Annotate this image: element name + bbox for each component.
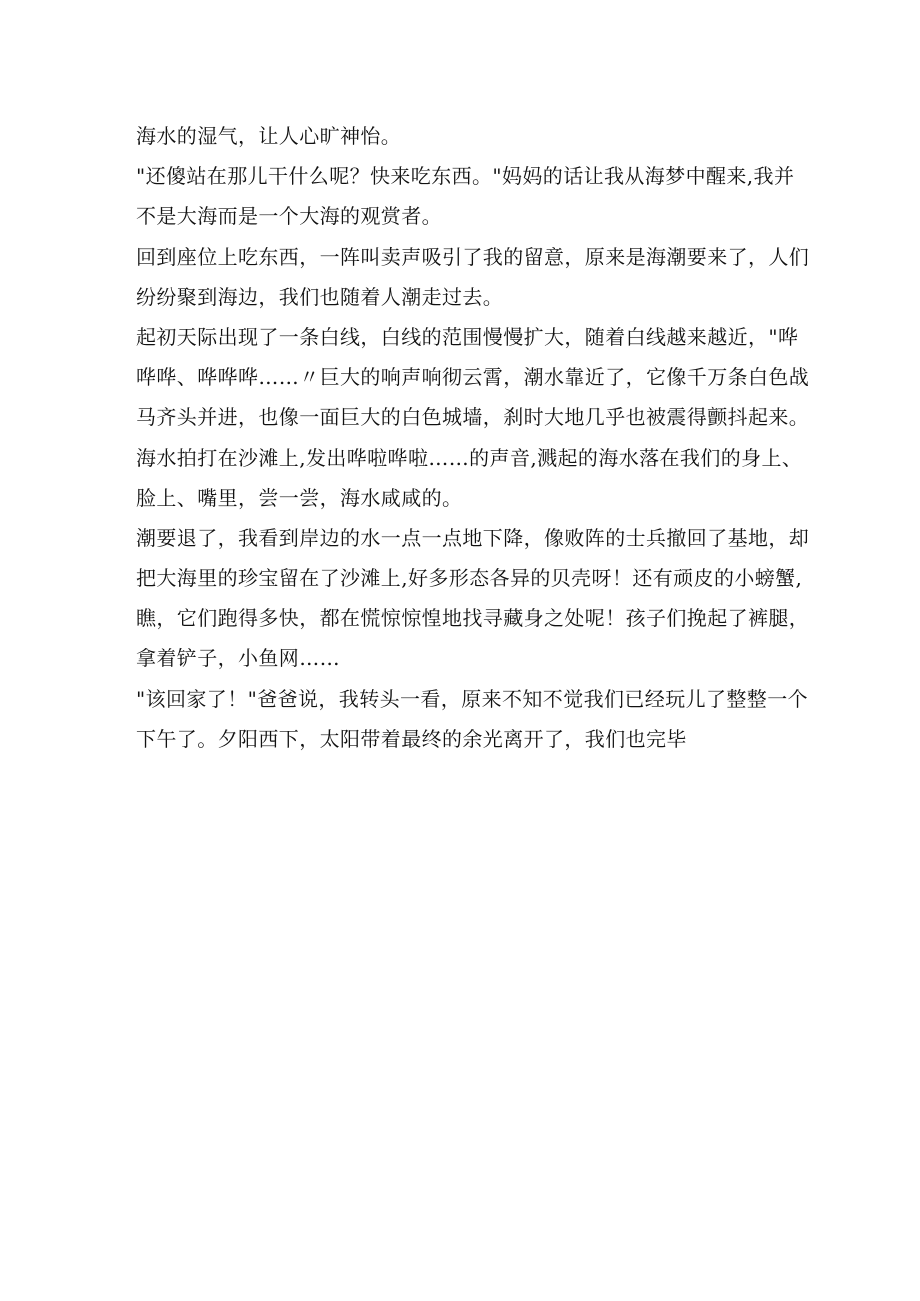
text-line: 脸上、嘴里，尝一尝，海水咸咸的。 xyxy=(136,485,463,510)
text-line: 纷纷聚到海边，我们也随着人潮走过去。 xyxy=(136,284,504,309)
text-line: 回到座位上吃东西，一阵叫卖声吸引了我的留意，原来是海潮要来了，人们 xyxy=(136,244,810,269)
text-line: 潮要退了，我看到岸边的水一点一点地下降，像败阵的士兵撤回了基地，却 xyxy=(136,525,810,550)
text-line: 马齐头并进，也像一面巨大的白色城墙，刹时大地几乎也被震得颤抖起来。 xyxy=(136,405,810,430)
document-body xyxy=(136,116,810,759)
text-line: 不是大海而是一个大海的观赏者。 xyxy=(136,204,442,229)
text-line: 下午了。夕阳西下，太阳带着最终的余光离开了，我们也完毕 xyxy=(136,726,687,751)
text-line: 瞧，它们跑得多快，都在慌惊惊惶地找寻藏身之处呢！孩子们挽起了裤腿， xyxy=(136,606,810,631)
text-line: 起初天际出现了一条白线，白线的范围慢慢扩大，随着白线越来越近，"哗 xyxy=(136,324,799,349)
text-line: "还傻站在那儿干什么呢？快来吃东西。"妈妈的话让我从海梦中醒来,我并 xyxy=(136,164,795,189)
text-line: "该回家了！"爸爸说，我转头一看，原来不知不觉我们已经玩儿了整整一个 xyxy=(136,686,808,711)
text-line: 海水的湿气，让人心旷神怡。 xyxy=(136,124,402,148)
text-line: 把大海里的珍宝留在了沙滩上,好多形态各异的贝壳呀！还有顽皮的小螃蟹, xyxy=(136,566,803,591)
text-line: 海水拍打在沙滩上,发出哗啦哗啦……的声音,溅起的海水落在我们的身上、 xyxy=(136,445,803,470)
text-line: 拿着铲子，小鱼网…… xyxy=(136,646,340,671)
text-line: 哗哗、哗哗哗……〃巨大的响声响彻云霄，潮水靠近了，它像千万条白色战 xyxy=(136,365,810,390)
